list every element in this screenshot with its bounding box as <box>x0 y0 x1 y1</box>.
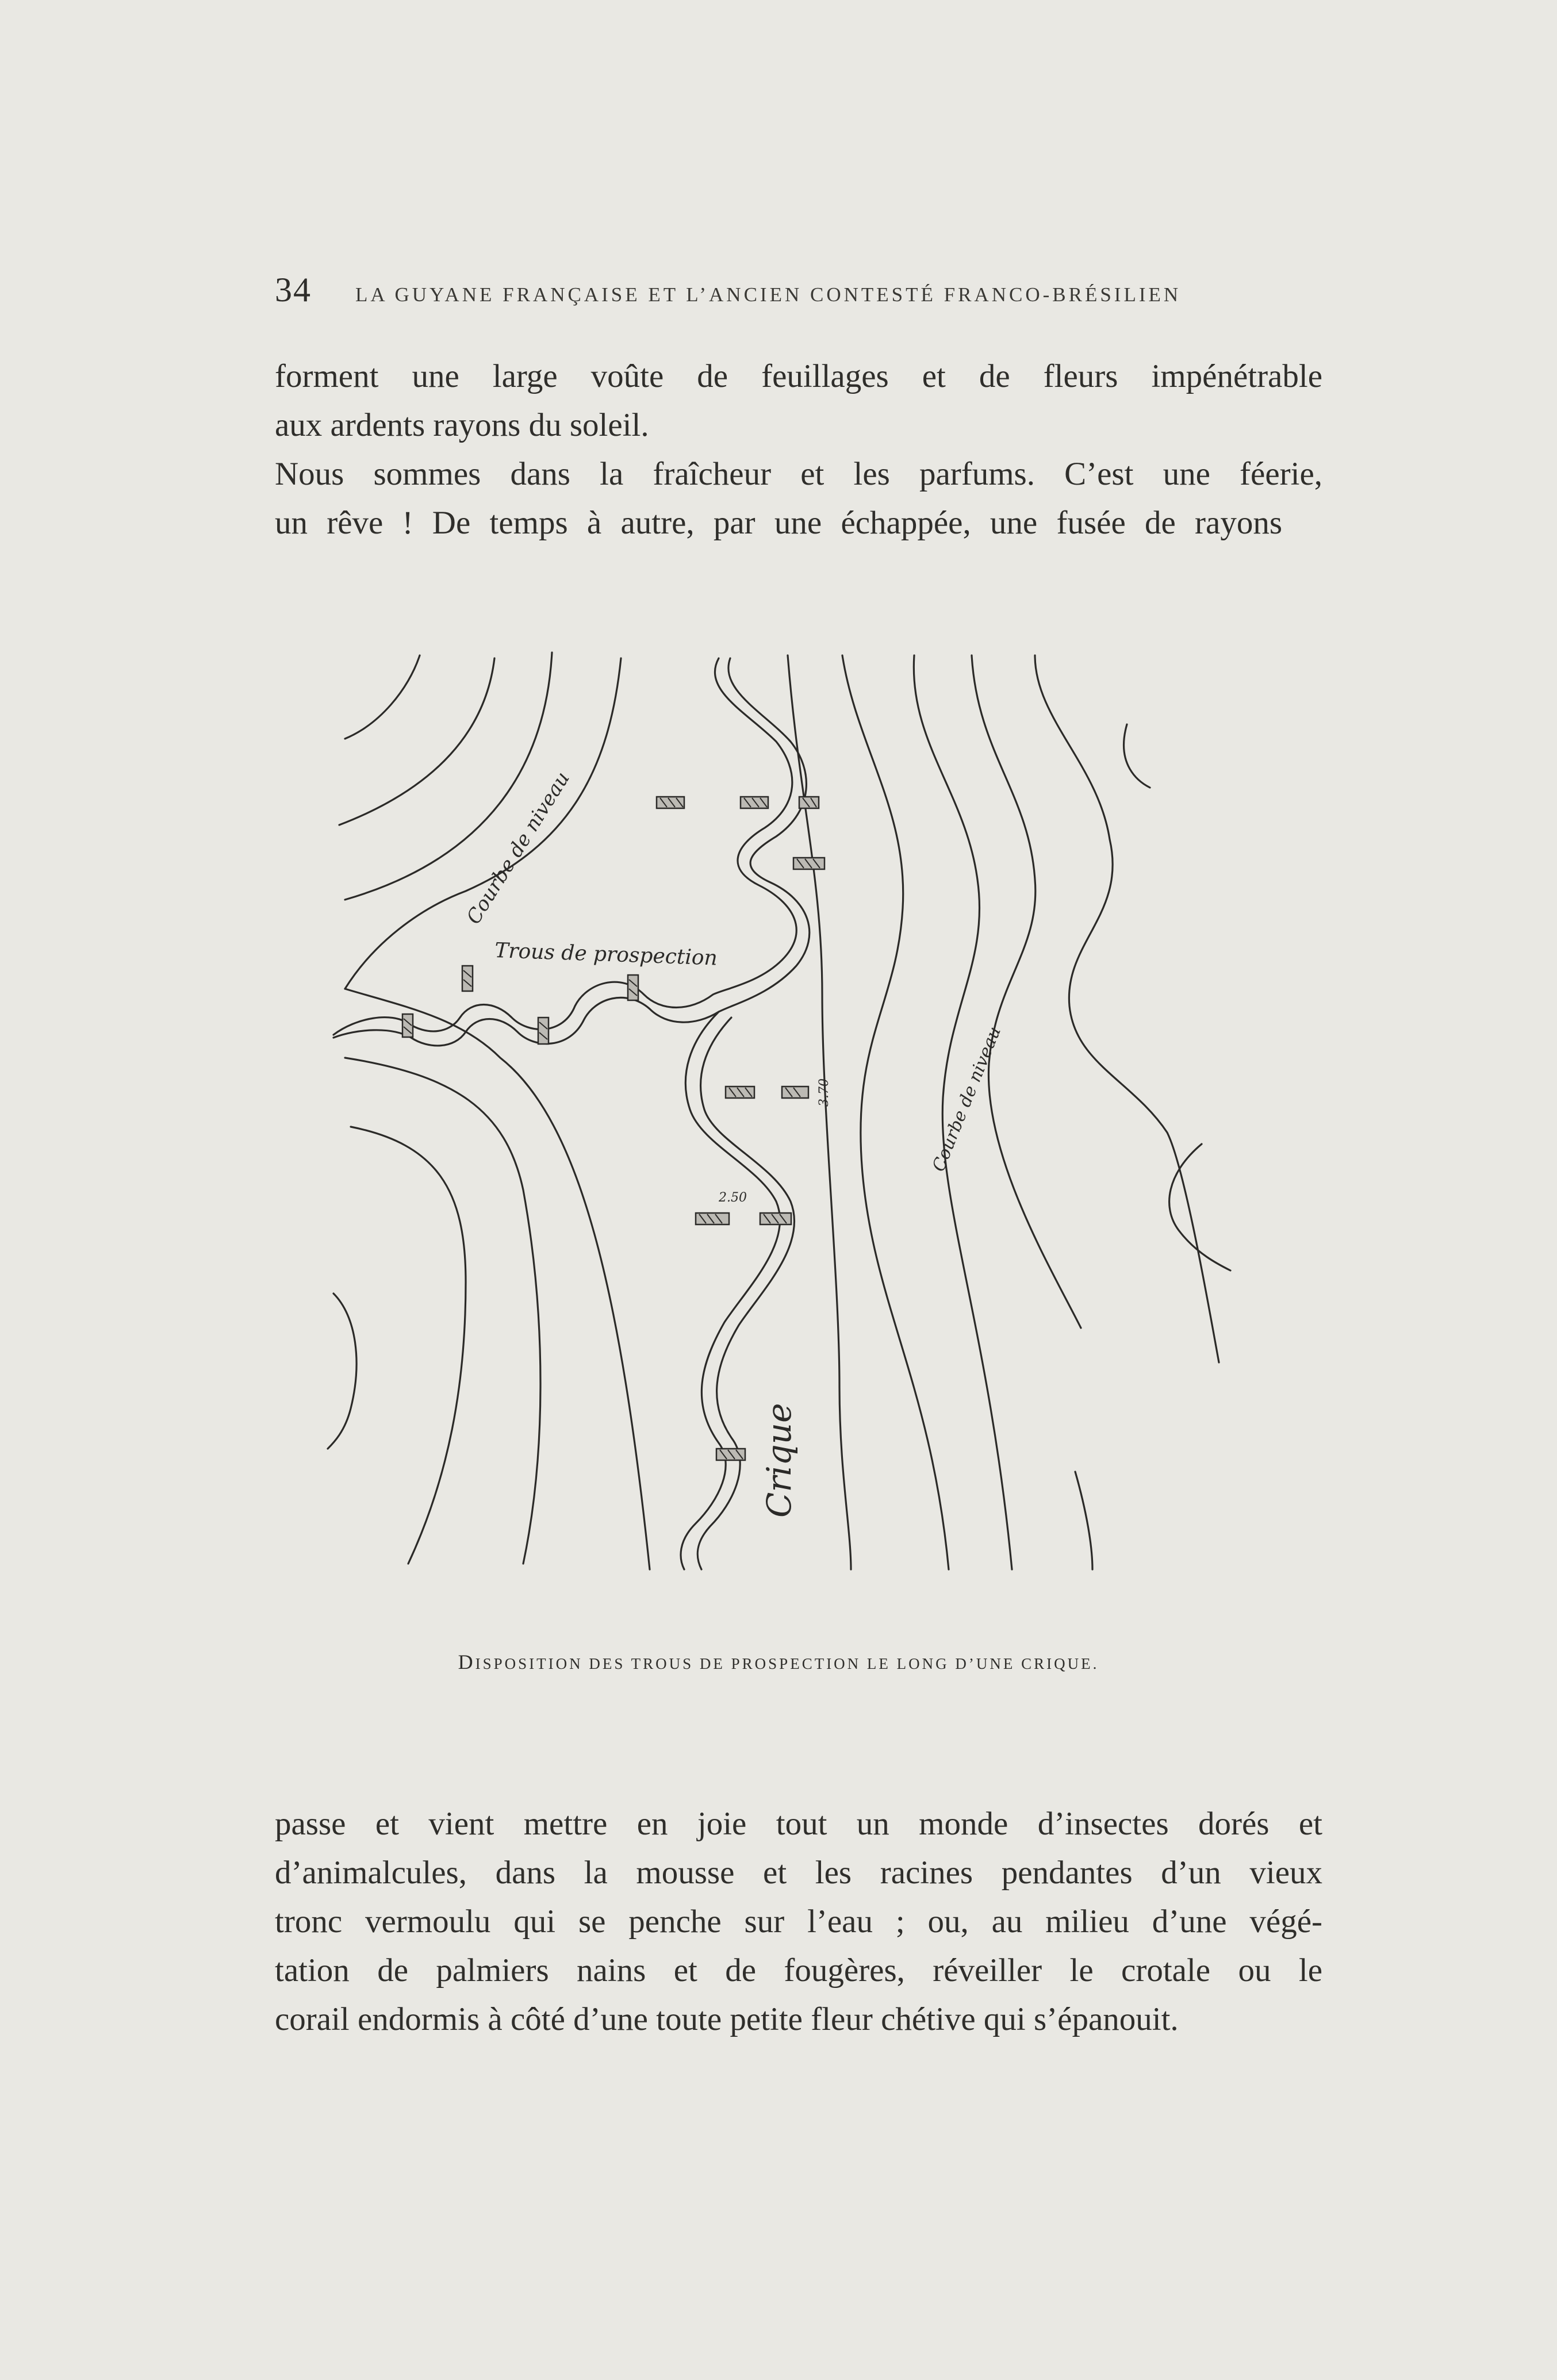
contour-line <box>972 655 1081 1328</box>
prospection-hole <box>741 797 768 808</box>
caption-initial: D <box>458 1650 475 1673</box>
text-line: tronc vermoulu qui se penche sur l’eau ; ou, au milieu d’une végé- <box>275 1903 1322 1940</box>
text-line: d’animalcules, dans la mousse et les racines pendantes d’un vieux <box>275 1855 1322 1891</box>
running-header <box>275 270 1333 322</box>
prospection-hole <box>657 797 684 808</box>
paragraph <box>275 450 1322 547</box>
caption-text: ISPOSITION DES TROUS DE PROSPECTION LE LONG D’UNE CRIQUE. <box>475 1655 1099 1672</box>
label-depth-2: 2.50 <box>719 1191 747 1205</box>
prospection-hole <box>716 1449 745 1460</box>
figure-caption <box>0 1650 1557 1674</box>
contour-line <box>339 658 494 825</box>
prospection-hole <box>799 797 819 808</box>
paragraph-bottom <box>275 1799 1322 2044</box>
label-crique: Crique <box>760 1403 799 1518</box>
text-line: tation de palmiers nains et de fougères, réveiller le crotale ou le <box>275 1952 1322 1989</box>
contour-line <box>351 1127 466 1564</box>
prospection-hole <box>402 1014 413 1037</box>
label-depth-1: 3.70 <box>817 1078 831 1107</box>
creek-bank <box>333 658 796 1035</box>
text-line: Nous sommes dans la fraîcheur et les parfums. C’est une féerie, <box>275 456 1322 492</box>
text-line: passe et vient mettre en joie tout un monde d’insectes dorés et <box>275 1806 1322 1842</box>
contour-line <box>1075 1472 1092 1569</box>
prospection-hole <box>462 966 473 991</box>
prospection-hole <box>782 1087 808 1098</box>
running-title: LA GUYANE FRANÇAISE ET L’ANCIEN CONTESTÉ FRANCO-BRÉSILIEN <box>355 283 1182 306</box>
prospection-hole <box>696 1213 729 1224</box>
prospection-hole <box>726 1087 754 1098</box>
text-line: aux ardents rayons du soleil. <box>275 407 649 443</box>
prospection-hole <box>628 975 638 1000</box>
contour-line <box>1124 724 1150 788</box>
prospection-hole <box>793 858 824 869</box>
label-trous-de-prospection: Trous de prospection <box>494 939 718 970</box>
prospection-hole <box>760 1213 791 1224</box>
paragraph-continued <box>275 352 1322 450</box>
creek-bank <box>333 658 810 1046</box>
contour-line <box>345 989 650 1569</box>
text-line: un rêve ! De temps à autre, par une échappée, une fusée de rayons <box>275 505 1282 541</box>
contour-line <box>345 655 420 739</box>
label-courbe-de-niveau-left: Courbe de niveau <box>462 767 574 928</box>
label-courbe-de-niveau-right: Courbe de niveau <box>928 1023 1005 1174</box>
contour-line <box>842 655 949 1569</box>
contour-line <box>328 1293 356 1449</box>
prospection-map-figure <box>322 638 1276 1592</box>
text-line: corail endormis à côté d’une toute petite fleur chétive qui s’épanouit. <box>275 2001 1179 2037</box>
contour-map <box>322 638 1276 1592</box>
page-number: 34 <box>275 271 312 309</box>
text-line: forment une large voûte de feuillages et de fleurs impénétrable <box>275 358 1322 394</box>
contour-line <box>345 1058 540 1564</box>
prospection-hole <box>538 1018 549 1044</box>
